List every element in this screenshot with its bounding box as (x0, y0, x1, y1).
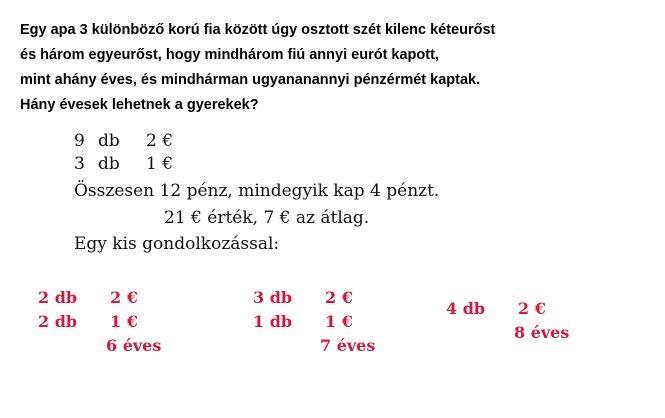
problem-line: Egy apa 3 különböző korú fia között úgy osztott szét kilenc kéteurőst (20, 22, 496, 38)
case-7-line2 (253, 312, 353, 332)
coin-unit: db (98, 131, 120, 151)
case-7-line1 (253, 288, 353, 308)
case-value: 2 € (110, 288, 138, 307)
case-value: 1 € (325, 312, 353, 331)
case-7-age: 7 éves (320, 336, 376, 355)
solution-average: 21 € érték, 7 € az átlag. (164, 208, 370, 228)
case-8-line1 (446, 299, 546, 319)
problem-statement (20, 18, 660, 118)
solution-total: Összesen 12 pénz, mindegyik kap 4 pénzt. (74, 181, 440, 201)
case-count: 4 db (446, 299, 486, 318)
coin-value: 1 € (146, 154, 174, 174)
case-count: 2 db (38, 312, 78, 331)
case-6-age: 6 éves (106, 336, 162, 355)
problem-line: Hány évesek lehetnek a gyerekek? (20, 97, 259, 113)
problem-line: mint ahány éves, és mindhárman ugyananannyi pénzérmét kaptak. (20, 72, 481, 88)
solution-thinking: Egy kis gondolkozással: (74, 234, 280, 254)
case-count: 3 db (253, 288, 293, 307)
case-6-line1 (38, 288, 138, 308)
case-value: 2 € (325, 288, 353, 307)
case-value: 2 € (518, 299, 546, 318)
problem-line: és három egyeurőst, hogy mindhárom fiú annyi eurót kapott, (20, 47, 439, 63)
case-count: 1 db (253, 312, 293, 331)
coin-value: 2 € (146, 131, 174, 151)
solution-row-twos (74, 131, 173, 151)
coin-unit: db (98, 154, 120, 174)
case-value: 1 € (110, 312, 138, 331)
coin-count: 9 (74, 131, 85, 151)
case-8-age: 8 éves (514, 323, 570, 342)
case-count: 2 db (38, 288, 78, 307)
case-6-line2 (38, 312, 138, 332)
solution-row-ones (74, 154, 173, 174)
coin-count: 3 (74, 154, 85, 174)
